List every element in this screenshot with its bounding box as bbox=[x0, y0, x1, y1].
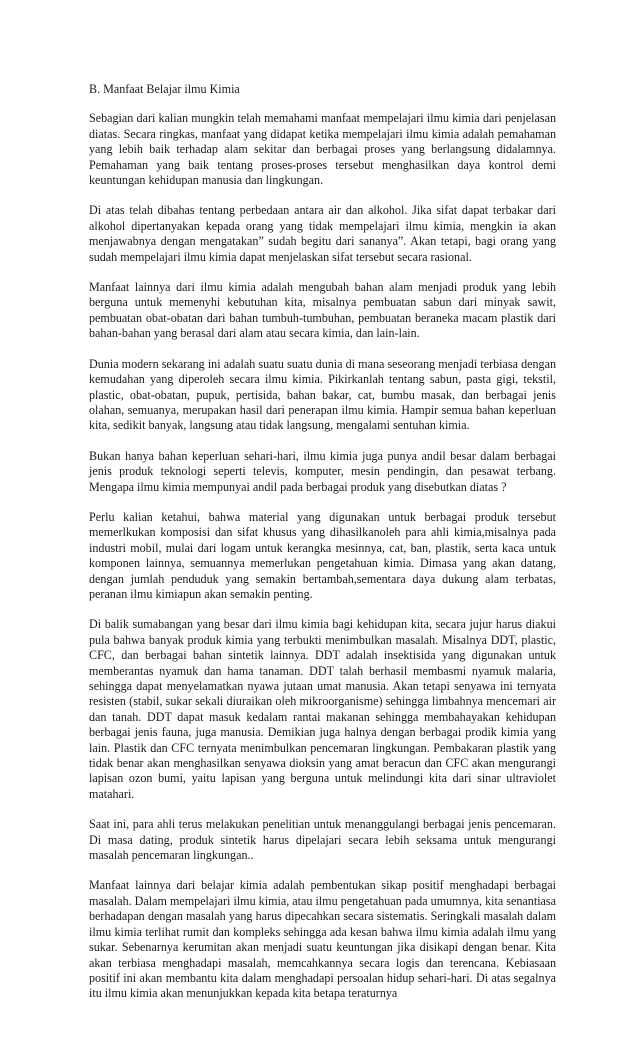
paragraph-3: Manfaat lainnya dari ilmu kimia adalah mengubah bahan alam menjadi produk yang lebih berguna untuk memenyhi kebutuhan kita, misalnya pembuatan sabun dari minyak sawit, pembuatan obat-obatan dari bahan tumbuh-tumbuhan, pembuatan beraneka macam plastik dari bahan-bahan yang berasal dari alam atau secara kimia, dan lain-lain. bbox=[89, 280, 556, 341]
paragraph-6: Perlu kalian ketahui, bahwa material yang digunakan untuk berbagai produk tersebut memerlkukan komposisi dan sifat khusus yang dihasilkanoleh para ahli kimia,misalnya pada industri mobil, mulai dari logam untuk kerangka mesinnya, cat, ban, plastik, serta kaca untuk komponen lainnya, semuannya memerlukan pengetahuan kimia. Dimasa yang akan datang, dengan jumlah penduduk yang semakin bertambah,sementara daya dukung alam terbatas, peranan ilmu kimiapun akan semakin penting. bbox=[89, 509, 556, 601]
paragraph-4: Dunia modern sekarang ini adalah suatu suatu dunia di mana seseorang menjadi terbiasa dengan kemudahan yang diperoleh secara ilmu kimia. Pikirkanlah tentang sabun, pasta gigi, tekstil, plastic, obat-obatan, pupuk, pertisida, bahan bakar, cat, bumbu masak, dan berbagai jenis olahan, semuanya, merupakan hasil dari penerapan ilmu kimia. Hampir semua bahan keperluan kita, sedikit banyak, langsung atau tidak langsung, mengalami sentuhan kimia. bbox=[89, 356, 556, 433]
document-page bbox=[89, 82, 556, 1017]
section-heading: B. Manfaat Belajar ilmu Kimia bbox=[89, 82, 240, 96]
paragraph-7: Di balik sumabangan yang besar dari ilmu kimia bagi kehidupan kita, secara jujur harus diakui pula bahwa banyak produk kimia yang terbukti menimbulkan masalah. Misalnya DDT, plastic, CFC, dan berbagai bahan sintetik lainnya. DDT adalah insektisida yang digunakan untuk memberantas nyamuk dan hama tanaman. DDT talah berhasil membasmi nyamuk malaria, sehingga dapat menyelamatkan nyawa jutaan umat manusia. Akan tetapi senyawa ini ternyata resisten (stabil, sukar sekali diuraikan oleh mikroorganisme) sehingga limbahnya mencemari air dan tanah. DDT dapat masuk kedalam rantai makanan sehingga membahayakan kehidupan berbagai jenis fauna, juga manusia. Demikian juga halnya dengan berbagai prodik kimia yang lain. Plastik dan CFC ternyata menimbulkan pencemaran lingkungan. Pembakaran plastik yang tidak benar akan menghasilkan senyawa dioksin yang amat beracun dan CFC akan mengurangi lapisan ozon bumi, yaitu lapisan yang berguna untuk melindungi kita dari sinar ultraviolet matahari. bbox=[89, 617, 556, 801]
paragraph-5: Bukan hanya bahan keperluan sehari-hari, ilmu kimia juga punya andil besar dalam berbagai jenis produk teknologi seperti televis, komputer, mesin pendingin, dan pesawat terbang. Mengapa ilmu kimia mempunyai andil pada berbagai produk yang disebutkan diatas ? bbox=[89, 448, 556, 494]
paragraph-1: Sebagian dari kalian mungkin telah memahami manfaat mempelajari ilmu kimia dari penjelasan diatas. Secara ringkas, manfaat yang didapat ketika mempelajari ilmu kimia adalah pemahaman yang lebih baik terhadap alam sekitar dan berbagai proses yang berlangsung didalamnya. Pemahaman yang baik tentang proses-proses tersebut menghasilkan daya kontrol demi keuntungan kehidupan manusia dan lingkungan. bbox=[89, 111, 556, 188]
paragraph-9: Manfaat lainnya dari belajar kimia adalah pembentukan sikap positif menghadapi berbagai masalah. Dalam mempelajari ilmu kimia, atau ilmu pengetahuan pada umumnya, kita senantiasa berhadapan dengan masalah yang harus dipecahkan secara sistematis. Seringkali masalah dalam ilmu kimia terlihat rumit dan kompleks sehingga ada kesan bahwa ilmu kimia adalah ilmu yang sukar. Sebenarnya kerumitan akan menjadi suatu keuntungan jika disikapi dengan benar. Kita akan terbiasa menghadapi masalah, memcahkannya secara logis dan terencana. Kebiasaan positif ini akan membantu kita dalam menghadapi persoalan hidup sehari-hari. Di atas segalnya itu ilmu kimia akan menunjukkan kepada kita betapa teraturnya bbox=[89, 878, 556, 1001]
paragraph-2: Di atas telah dibahas tentang perbedaan antara air dan alkohol. Jika sifat dapat terbakar dari alkohol dipertanyakan kepada orang yang tidak mempelajari ilmu kimia, mengkin ia akan menjawabnya dengan mengatakan” sudah begitu dari sananya”. Akan tetapi, bagi orang yang sudah mempelajari ilmu kimia dapat menjelaskan sifat tersebut secara rasional. bbox=[89, 203, 556, 264]
paragraph-8: Saat ini, para ahli terus melakukan penelitian untuk menanggulangi berbagai jenis pencemaran. Di masa dating, produk sintetik harus dipelajari secara lebih seksama untuk mengurangi masalah pencemaran lingkungan.. bbox=[89, 817, 556, 863]
